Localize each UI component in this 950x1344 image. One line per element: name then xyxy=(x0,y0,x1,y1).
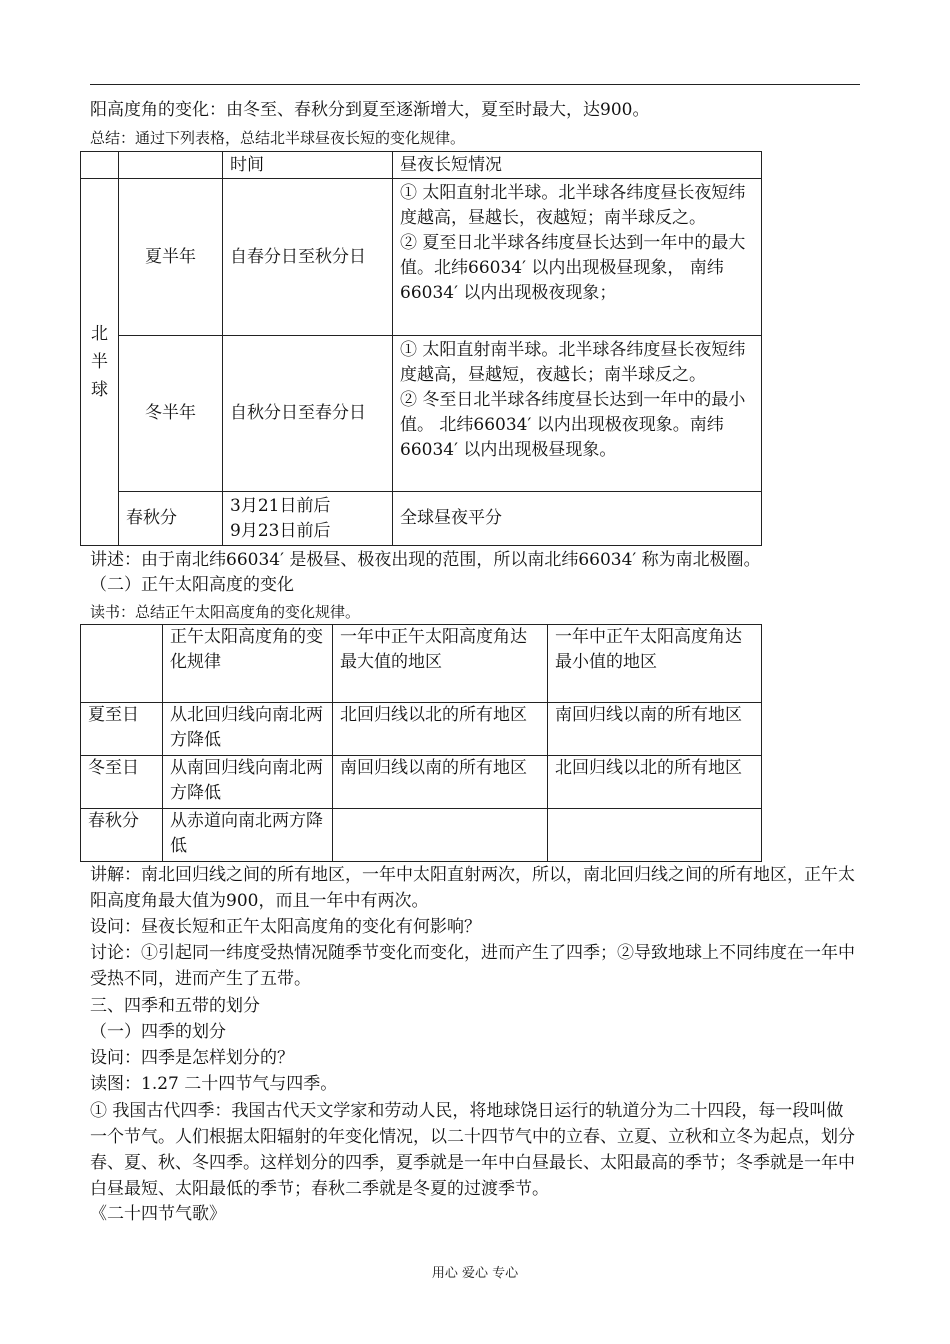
section3-title: 三、四季和五带的划分 xyxy=(90,996,260,1016)
t2-header-max: 一年中正午太阳高度角达 最大值的地区 xyxy=(333,625,548,703)
section3-subtitle: （一）四季的划分 xyxy=(90,1022,226,1042)
header-time: 时间 xyxy=(223,152,393,179)
season-summer-half: 夏半年 xyxy=(119,179,223,336)
max-summer-solstice: 北回归线以北的所有地区 xyxy=(333,703,548,756)
day-night-table xyxy=(80,151,762,546)
discussion: 讨论：①引起同一纬度受热情况随季节变化而变化，进而产生了四季；②导致地球上不同纬度在一年中受热不同，进而产生了五带。 xyxy=(90,943,855,989)
question-impact: 设问：昼夜长短和正午太阳高度角的变化有何影响？ xyxy=(90,917,481,937)
header-rule xyxy=(90,84,860,85)
rule-summer-solstice: 从北回归线向南北两方降低 xyxy=(163,703,333,756)
max-equinox xyxy=(333,809,548,862)
header-cell-blank-1 xyxy=(81,152,119,179)
question-seasons: 设问：四季是怎样划分的？ xyxy=(90,1048,294,1068)
header-cell-blank-2 xyxy=(119,152,223,179)
intro-line: 阳高度角的变化：由冬至、春秋分到夏至逐渐增大，夏至时最大，达900。 xyxy=(90,100,650,120)
rule-equinox: 从赤道向南北两方降低 xyxy=(163,809,333,862)
summary-note: 总结：通过下列表格，总结北半球昼夜长短的变化规律。 xyxy=(90,129,466,147)
desc-summer-half: ① 太阳直射北半球。北半球各纬度昼长夜短纬度越高，昼越长，夜越短；南半球反之。 ② 夏至日北半球各纬度昼长达到一年中的最大值。北纬66034′ 以内出现极昼现象， 南纬66034′ 以内出现极夜现象； xyxy=(393,179,762,336)
t2-header-blank xyxy=(81,625,163,703)
min-winter-solstice: 北回归线以北的所有地区 xyxy=(548,756,762,809)
desc-winter-half: ① 太阳直射南半球。北半球各纬度昼长夜短纬度越高，昼越短，夜越长；南半球反之。 ② 冬至日北半球各纬度昼长达到一年中的最小值。 北纬66034′ 以内出现极夜现象。南纬66034′ 以内出现极昼现象。 xyxy=(393,336,762,492)
header-day-night: 昼夜长短情况 xyxy=(393,152,762,179)
min-summer-solstice: 南回归线以南的所有地区 xyxy=(548,703,762,756)
time-winter-half: 自秋分日至春分日 xyxy=(223,336,393,492)
rule-winter-solstice: 从南回归线向南北两方降低 xyxy=(163,756,333,809)
explain-polar-circle: 讲述：由于南北纬66034′ 是极昼、极夜出现的范围，所以南北纬66034′ 称为南北极圈。 xyxy=(90,550,761,570)
t2-header-min: 一年中正午太阳高度角达 最小值的地区 xyxy=(548,625,762,703)
t2-header-rule: 正午太阳高度角的变化规律 xyxy=(163,625,333,703)
time-equinox: 3月21日前后 9月23日前后 xyxy=(223,492,393,546)
read-note: 读书：总结正午太阳高度角的变化规律。 xyxy=(90,603,361,621)
desc-equinox: 全球昼夜平分 xyxy=(393,492,762,546)
read-figure: 读图：1.27 二十四节气与四季。 xyxy=(90,1074,338,1094)
explain-tropics: 讲解：南北回归线之间的所有地区，一年中太阳直射两次，所以，南北回归线之间的所有地区，正午太阳高度角最大值为900，而且一年中有两次。 xyxy=(90,865,855,911)
noon-sun-table xyxy=(80,624,762,862)
paragraph-seasons: ① 我国古代四季：我国古代天文学家和劳动人民，将地球饶日运行的轨道分为二十四段，每一段叫做一个节气。人们根据太阳辐射的年变化情况，以二十四节气中的立春、立夏、立秋和立冬为起点，划分春、夏、秋、冬四季。这样划分的四季，夏季就是一年中白昼最长、太阳最高的季节；冬季就是一年中白昼最短、太阳最低的季节；春秋二季就是冬夏的过渡季节。 xyxy=(90,1101,855,1199)
season-winter-half: 冬半年 xyxy=(119,336,223,492)
season-equinox: 春秋分 xyxy=(119,492,223,546)
hemisphere-label: 北半球 xyxy=(81,179,119,546)
row-label-winter-solstice: 冬至日 xyxy=(81,756,163,809)
row-label-summer-solstice: 夏至日 xyxy=(81,703,163,756)
page-footer: 用心 爱心 专心 xyxy=(431,1266,519,1281)
min-equinox xyxy=(548,809,762,862)
song-title: 《二十四节气歌》 xyxy=(90,1204,226,1224)
max-winter-solstice: 南回归线以南的所有地区 xyxy=(333,756,548,809)
time-summer-half: 自春分日至秋分日 xyxy=(223,179,393,336)
section2-title: （二）正午太阳高度的变化 xyxy=(90,575,294,595)
row-label-equinox: 春秋分 xyxy=(81,809,163,862)
